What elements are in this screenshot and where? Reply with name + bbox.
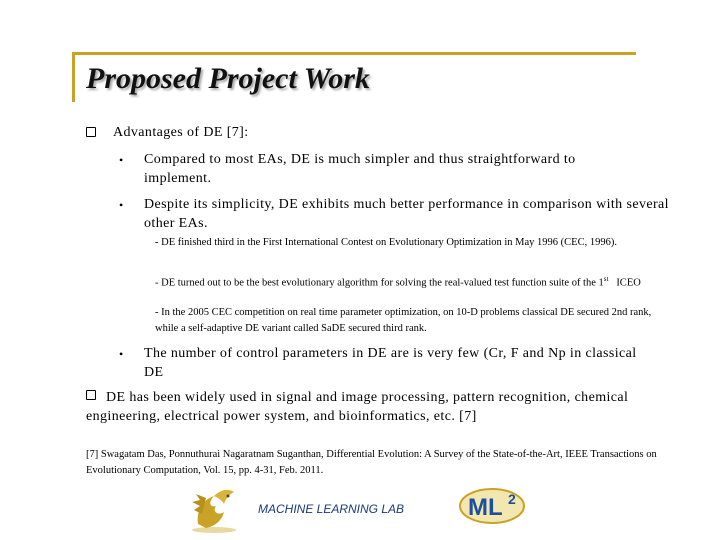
- pegasus-logo-icon: [188, 484, 240, 534]
- bullet-advantages: Advantages of DE [7]:: [113, 125, 249, 140]
- bullet-widely-used: DE has been widely used in signal and image processing, pattern recognition, chemical engineering, electrical power system, and bioinformatics, etc. [7]: [86, 390, 629, 424]
- detail-cec-2005: - In the 2005 CEC competition on real time parameter optimization, on 10-D problems classical DE secured 2nd rank, while a self-adaptive DE variant called SaDE secured third rank.: [155, 307, 652, 334]
- title-rule-vertical: [72, 52, 75, 102]
- ml2-logo-icon: [458, 486, 530, 526]
- detail-iceo: [155, 271, 665, 292]
- bullet-performance: Despite its simplicity, DE exhibits much better performance in comparison with several other EAs.: [144, 197, 669, 231]
- bullet-control-parameters: The number of control parameters in DE are is very few (Cr, F and Np in classical DE: [144, 346, 637, 380]
- reference-citation: [7] Swagatam Das, Ponnuthurai Nagaratnam Suganthan, Differential Evolution: A Survey of the State-of-the-Art, IEEE Transactions on Evolutionary Computation, Vol. 15, pp. 4-31, Feb. 2011.: [86, 449, 657, 476]
- bullet-dot-icon: •: [119, 153, 124, 167]
- detail-cec-1996: - DE finished third in the First International Contest on Evolutionary Optimization in May 1996 (CEC, 1996).: [155, 237, 617, 248]
- slide-title: Proposed Project Work: [86, 62, 370, 95]
- svg-text:2: 2: [508, 491, 516, 507]
- svg-text:ML: ML: [468, 494, 503, 521]
- detail-iceo-text: - DE turned out to be the best evolutionary algorithm for solving the real-valued test function suite of the 1: [155, 277, 604, 289]
- lab-name: MACHINE LEARNING LAB: [258, 502, 405, 516]
- bullet-dot-icon: •: [119, 198, 124, 212]
- detail-iceo-suffix: ICEO: [616, 277, 641, 289]
- checkbox-bullet-icon: [86, 127, 96, 137]
- detail-iceo-sup: st: [603, 275, 609, 283]
- bullet-simpler: Compared to most EAs, DE is much simpler and thus straightforward to implement.: [144, 152, 576, 186]
- bullet-dot-icon: •: [119, 347, 124, 361]
- title-rule-horizontal: [72, 52, 636, 55]
